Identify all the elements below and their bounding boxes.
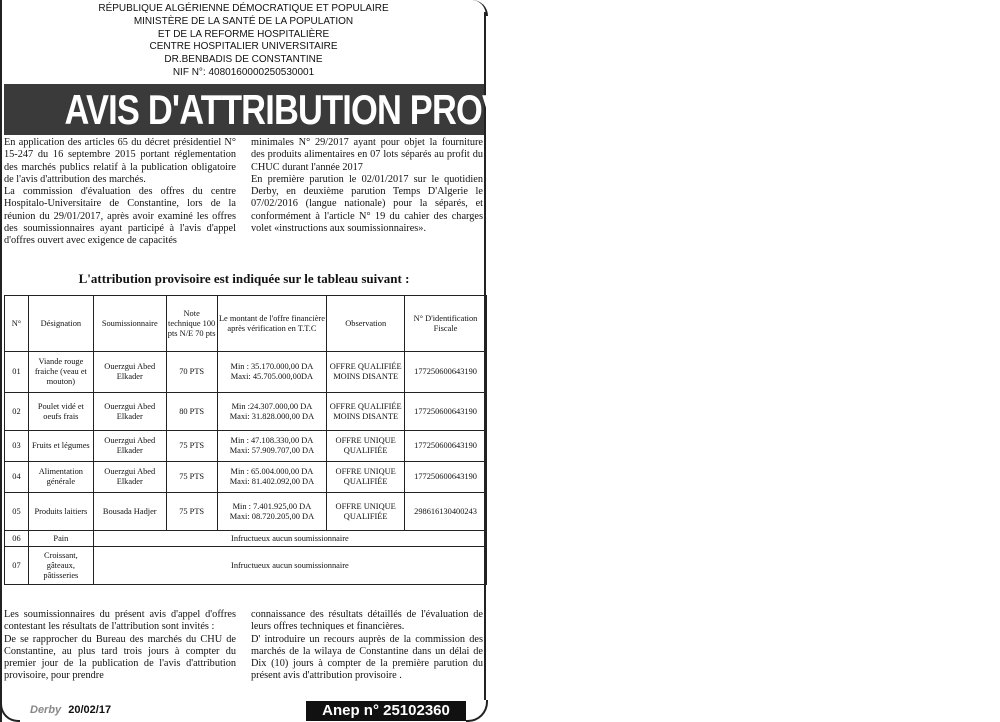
cell-score: 70 PTS bbox=[166, 352, 217, 393]
cell-observation: OFFRE UNIQUE QUALIFIÉE bbox=[327, 431, 405, 462]
column-header: Soumissionnaire bbox=[93, 296, 166, 352]
institution-header bbox=[0, 3, 487, 80]
cell-observation: OFFRE QUALIFIÉE MOINS DISANTE bbox=[327, 393, 405, 431]
column-header: N° D'identification Fiscale bbox=[405, 296, 487, 352]
title-banner bbox=[4, 84, 616, 135]
frame-left-border bbox=[0, 0, 2, 722]
cell-score: 80 PTS bbox=[166, 393, 217, 431]
amount-min: Min : 7.401.925,00 DA bbox=[232, 501, 312, 511]
cell-designation: Pain bbox=[28, 531, 93, 547]
amount-min: Min :24.307.000,00 DA bbox=[231, 401, 313, 411]
cell-designation: Poulet vidé et oeufs frais bbox=[28, 393, 93, 431]
cell-nif: 177250600643190 bbox=[405, 352, 487, 393]
cell-designation: Viande rouge fraiche (veau et mouton) bbox=[28, 352, 93, 393]
closing-column-2 bbox=[251, 609, 483, 683]
table-row bbox=[5, 352, 487, 393]
frame-corner bbox=[466, 700, 488, 722]
cell-observation: OFFRE QUALIFIÉE MOINS DISANTE bbox=[327, 352, 405, 393]
table-row bbox=[5, 547, 487, 585]
table-row bbox=[5, 493, 487, 531]
cell-nif: 298616130400243 bbox=[405, 493, 487, 531]
cell-bidder: Ouerzgui Abed Elkader bbox=[93, 352, 166, 393]
anep-reference: Anep n° 25102360 bbox=[306, 701, 466, 721]
amount-max: Maxi: 08.720.205,00 DA bbox=[229, 511, 315, 521]
cell-observation: OFFRE UNIQUE QUALIFIÉE bbox=[327, 462, 405, 493]
column-header: N° bbox=[5, 296, 29, 352]
cell-bidder: Ouerzgui Abed Elkader bbox=[93, 393, 166, 431]
table-row bbox=[5, 393, 487, 431]
cell-designation: Croissant, gâteaux, pâtisseries bbox=[28, 547, 93, 585]
frame-corner bbox=[0, 700, 20, 722]
amount-min: Min : 65.004.000,00 DA bbox=[230, 467, 314, 476]
cell-score: 75 PTS bbox=[166, 462, 217, 493]
attribution-table bbox=[4, 295, 487, 585]
cell-amount bbox=[217, 393, 327, 431]
paragraph: La commission d'évaluation des offres du centre Hospitalo-Universitaire de Constantine, lors de la réunion du 29/01/2017, après avoir examiné les offres des soumissionnaires ayant participé à l'avis d'appel d'offres ouvert avec exigence de capacités bbox=[4, 186, 236, 247]
cell-designation: Alimentation générale bbox=[28, 462, 93, 493]
cell-nif: 177250600643190 bbox=[405, 462, 487, 493]
paragraph: minimales N° 29/2017 ayant pour objet la fourniture des produits alimentaires en 07 lots séparés au profit du CHUC durant l'année 2017 bbox=[251, 137, 483, 173]
table-subtitle: L'attribution provisoire est indiquée sur le tableau suivant : bbox=[78, 271, 410, 286]
cell-amount bbox=[217, 352, 327, 393]
cell-bidder: Ouerzgui Abed Elkader bbox=[93, 462, 166, 493]
amount-max: Maxi: 81.402.092,00 DA bbox=[229, 477, 315, 486]
newspaper-brand: Derby bbox=[30, 704, 62, 716]
paragraph: D' introduire un recours auprès de la commission des marchés de la wilaya de Constantine dans un délai de Dix (10) jours à compter de la première parution du présent avis d'attribution provisoire . bbox=[251, 633, 483, 682]
table-row bbox=[5, 431, 487, 462]
table-header-row bbox=[5, 296, 487, 352]
column-header: Observation bbox=[327, 296, 405, 352]
amount-max: Maxi: 57.909.707,00 DA bbox=[229, 446, 315, 455]
header-line: ET DE LA REFORME HOSPITALIÈRE bbox=[157, 28, 330, 40]
paragraph: De se rapprocher du Bureau des marchés du CHU de Constantine, au plus tard trois jours à compter du premier jour de la publication de l'avis d'attribution provisoire, pour prendre bbox=[4, 633, 236, 682]
column-header: Note technique 100 pts N/E 70 pts bbox=[166, 296, 217, 352]
footer-credit bbox=[30, 704, 111, 716]
footer-date: 20/02/17 bbox=[68, 704, 112, 716]
cell-number: 07 bbox=[5, 547, 29, 585]
cell-number: 03 bbox=[5, 431, 29, 462]
column-header: Désignation bbox=[28, 296, 93, 352]
cell-unfruitful: Infructueux aucun soumissionnaire bbox=[93, 531, 486, 547]
cell-nif: 177250600643190 bbox=[405, 393, 487, 431]
header-line: RÉPUBLIQUE ALGÉRIENNE DÉMOCRATIQUE ET POPULAIRE bbox=[98, 3, 389, 14]
closing-column-1 bbox=[4, 609, 236, 683]
cell-observation: OFFRE UNIQUE QUALIFIÉE bbox=[327, 493, 405, 531]
cell-bidder: Bousada Hadjer bbox=[93, 493, 166, 531]
column-header: Le montant de l'offre financière après vérification en T.T.C bbox=[217, 296, 327, 352]
cell-bidder: Ouerzgui Abed Elkader bbox=[93, 431, 166, 462]
paragraph: Les soumissionnaires du présent avis d'appel d'offres contestant les résultats de l'attribution sont invités : bbox=[4, 609, 236, 633]
page-title: AVIS D'ATTRIBUTION PROVISOIRE bbox=[64, 86, 616, 133]
cell-designation: Produits laitiers bbox=[28, 493, 93, 531]
cell-number: 06 bbox=[5, 531, 29, 547]
paragraph: En application des articles 65 du décret présidentiel N° 15-247 du 16 septembre 2015 portant réglementation des marchés publics relatif à la publication obligatoire de l'avis d'attribution des marchés. bbox=[4, 137, 236, 185]
intro-column-1 bbox=[4, 137, 236, 248]
header-line: CENTRE HOSPITALIER UNIVERSITAIRE bbox=[149, 41, 338, 53]
cell-designation: Fruits et légumes bbox=[28, 431, 93, 462]
amount-max: Maxi: 31.828.000,00 DA bbox=[229, 411, 315, 421]
cell-amount bbox=[217, 462, 327, 493]
table-row bbox=[5, 462, 487, 493]
amount-max: Maxi: 45.705.000,00DA bbox=[230, 372, 314, 381]
amount-min: Min : 47.108.330,00 DA bbox=[230, 436, 314, 445]
header-line: DR.BENBADIS DE CONSTANTINE bbox=[164, 54, 323, 66]
header-line: MINISTÈRE DE LA SANTÉ DE LA POPULATION bbox=[133, 15, 354, 27]
cell-score: 75 PTS bbox=[166, 431, 217, 462]
cell-amount bbox=[217, 493, 327, 531]
cell-unfruitful: Infructueux aucun soumissionnaire bbox=[93, 547, 486, 585]
cell-amount bbox=[217, 431, 327, 462]
header-line: NIF N°: 408016000025053000​1 bbox=[172, 66, 315, 78]
cell-number: 01 bbox=[5, 352, 29, 393]
cell-nif: 177250600643190 bbox=[405, 431, 487, 462]
paragraph: En première parution le 02/01/2017 sur le quotidien Derby, en deuxième parution Temps D'Algerie le 07/02/2016 (langue nationale) pour la séparés, et conformément à l'article N° 19 du cahier des charges volet «instructions aux soumissionnaires». bbox=[251, 173, 483, 235]
table-row bbox=[5, 531, 487, 547]
cell-score: 75 PTS bbox=[166, 493, 217, 531]
paragraph: connaissance des résultats détaillés de l'évaluation de leurs offres techniques et financières. bbox=[251, 609, 483, 633]
cell-number: 04 bbox=[5, 462, 29, 493]
amount-min: Min : 35.170.000,00 DA bbox=[230, 362, 314, 371]
cell-number: 02 bbox=[5, 393, 29, 431]
intro-column-2 bbox=[251, 137, 483, 235]
cell-number: 05 bbox=[5, 493, 29, 531]
